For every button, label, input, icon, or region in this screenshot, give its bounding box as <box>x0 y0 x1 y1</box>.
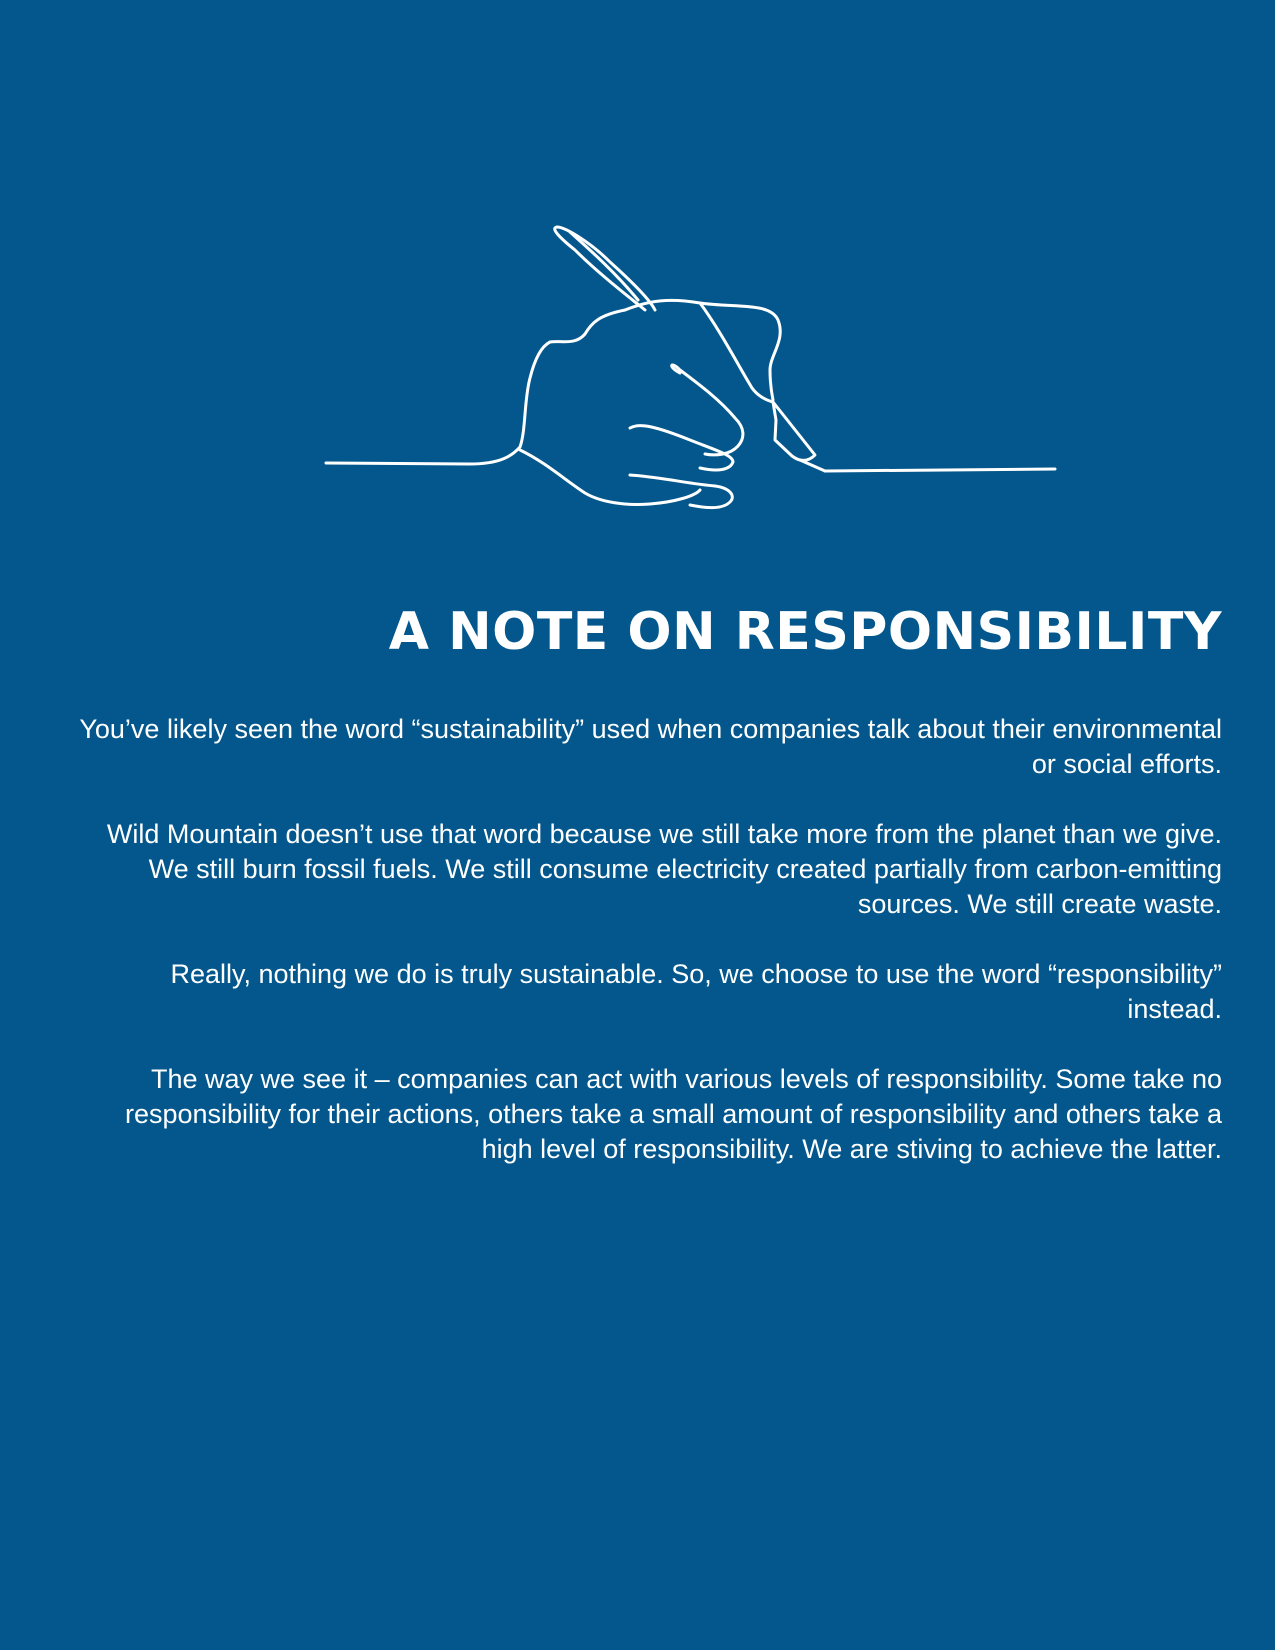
paragraph-wild-mountain: Wild Mountain doesn’t use that word because we still take more from the planet than we give. We still burn fossil fuels. We still consume electricity created partially from carbon-emitting sources. We still create waste. <box>106 819 1222 919</box>
page-title: A NOTE ON RESPONSIBILITY <box>388 602 1222 662</box>
note-content <box>70 600 1222 1202</box>
hand-writing-icon <box>320 220 1060 520</box>
hand-writing-illustration <box>320 220 1060 520</box>
paragraph-levels-of-responsibility: The way we see it – companies can act with various levels of responsibility. Some take no responsibility for their actions, others take a small amount of responsibility and others take a high level of responsibility. We are stiving to achieve the latter. <box>124 1064 1222 1164</box>
paragraph-responsibility-word: Really, nothing we do is truly sustainable. So, we choose to use the word “responsibility” instead. <box>170 959 1222 1024</box>
paragraph-sustainability: You’ve likely seen the word “sustainability” used when companies talk about their environmental or social efforts. <box>79 714 1222 779</box>
